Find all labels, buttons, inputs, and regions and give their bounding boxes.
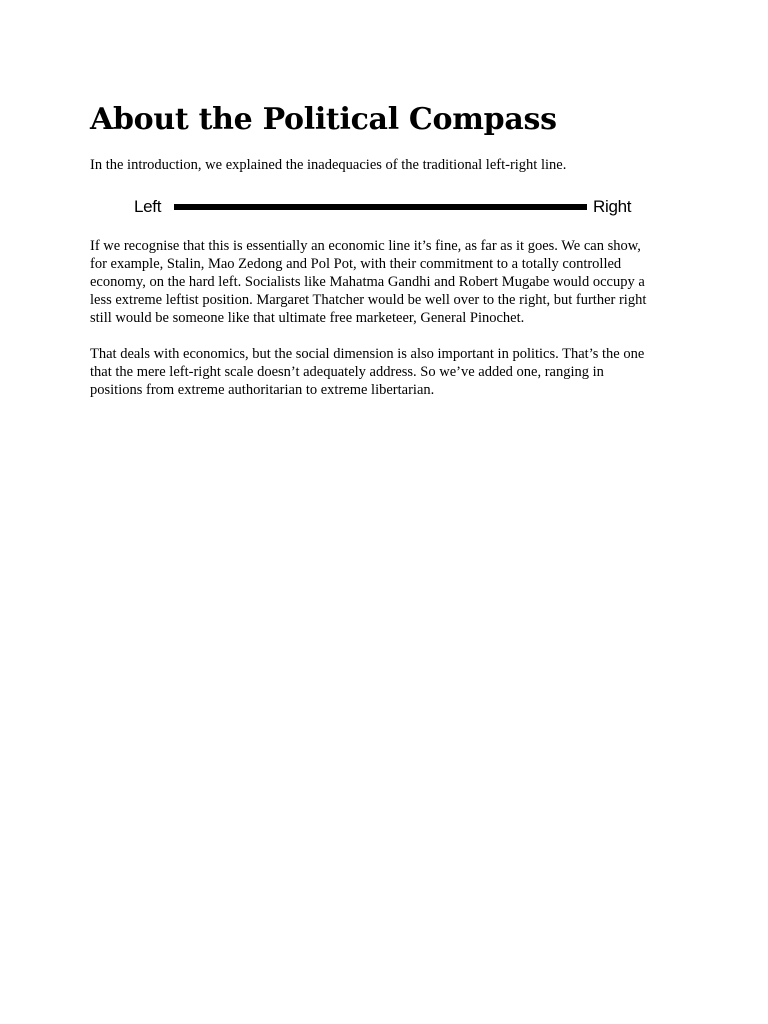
page-title: About the Political Compass (90, 102, 557, 137)
paragraph-line: less extreme leftist position. Margaret Thatcher would be well over to the right, but further right (90, 292, 647, 308)
economic-paragraph (90, 237, 680, 327)
scale-left-label: Left (134, 197, 162, 216)
paragraph-line: that the mere left-right scale doesn’t adequately address. So we’ve added one, ranging in (90, 364, 604, 380)
paragraph-line: still would be someone like that ultimate free marketeer, General Pinochet. (90, 310, 525, 326)
paragraph-line: for example, Stalin, Mao Zedong and Pol Pot, with their commitment to a totally controlled (90, 256, 622, 272)
paragraph-line: If we recognise that this is essentially an economic line it’s fine, as far as it goes. We can show, (90, 238, 641, 254)
paragraph-line: economy, on the hard left. Socialists like Mahatma Gandhi and Robert Mugabe would occupy a (90, 274, 645, 290)
paragraph-line: That deals with economics, but the social dimension is also important in politics. That’s the one (90, 346, 645, 362)
social-paragraph (90, 345, 680, 399)
left-right-scale (134, 196, 644, 220)
scale-line (174, 204, 587, 210)
intro-paragraph: In the introduction, we explained the inadequacies of the traditional left-right line. (90, 157, 567, 173)
scale-right-label: Right (593, 197, 632, 216)
paragraph-line: positions from extreme authoritarian to extreme libertarian. (90, 382, 435, 398)
